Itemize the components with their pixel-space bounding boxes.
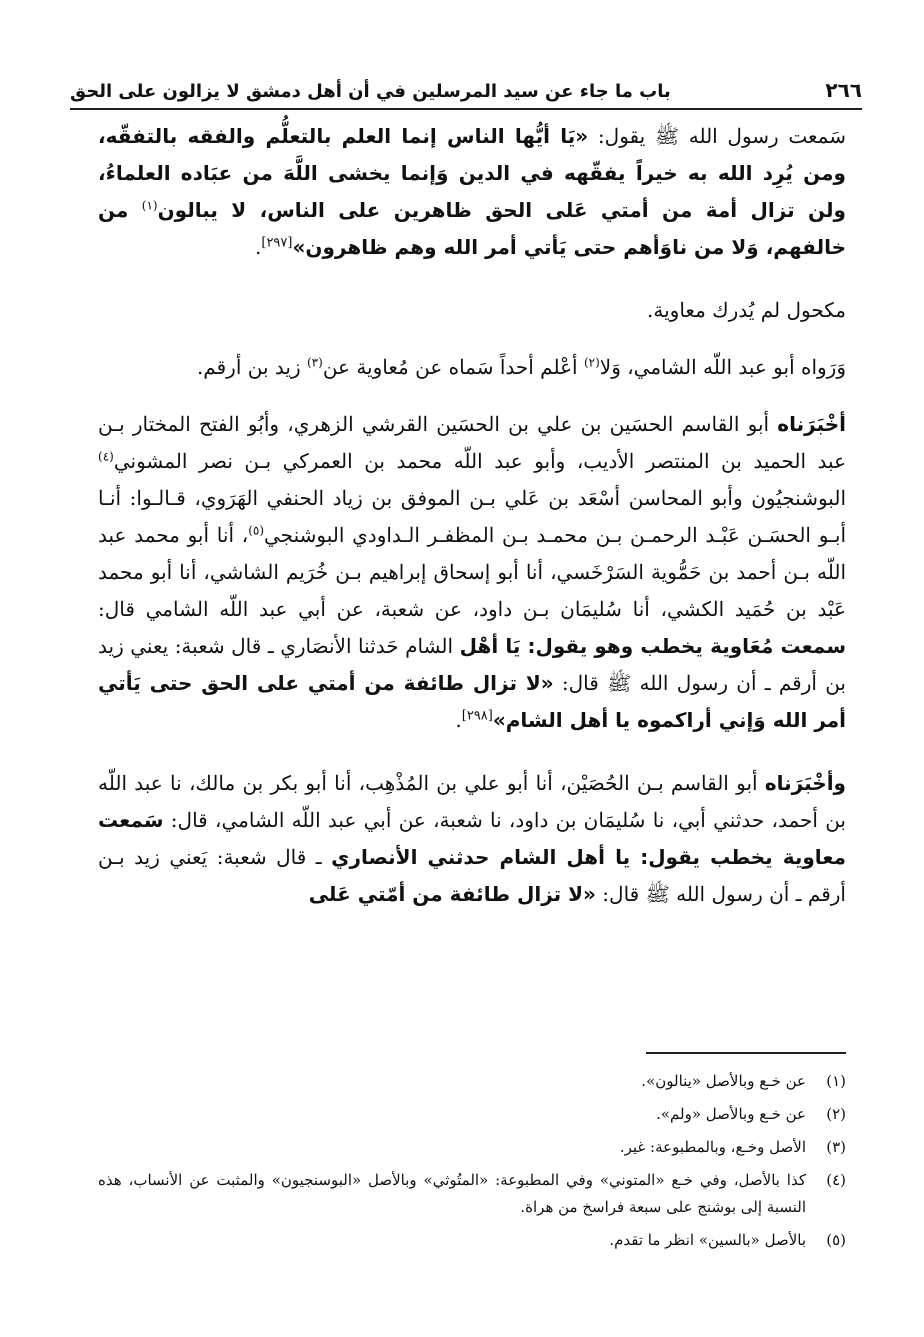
footnote [98,1167,846,1221]
text-span: . [455,708,462,732]
hadith-quote: «يَا أيُّها الناس إنما العلم بالتعلُّم والفقه بالتفقّه، ومن يُرِد الله به خيراً يفقّهه في الدين وَإنما يخشى اللَّهَ من عبَاده العلماءُ، ولن تزال أمة من أمتي عَلى الحق ظاهرين على الناس، لا يبالون [98,124,846,222]
page-number: ٢٦٦ [825,78,862,102]
footnote [98,1101,846,1128]
footnote-text: عن خـع وبالأصل «ينالون». [641,1072,806,1090]
paragraph-4 [98,406,846,739]
footnote [98,1227,846,1254]
bold-text: سَمعت معاوية يخطب يقول: يا أهل الشام حدثني الأنصاري [98,808,846,869]
isnad-lead-word: وأخْبَرَناه [764,771,846,795]
text-span: سَمعت رسول الله ﷺ يقول: [588,124,846,148]
main-text [98,118,846,939]
text-span: أعْلم أحداً سَماه عن مُعاوية عن [322,355,584,379]
footnote-separator [646,1052,846,1054]
hadith-reference-number: [٢٩٨] [461,708,493,724]
paragraph-1 [98,118,846,266]
hadith-quote: «لا تزال طائفة من أمّتي عَلى [308,882,596,906]
text-span: وَرَواه أبو عبد اللّه الشامي، وَلا [599,355,846,379]
footnote [98,1068,846,1095]
footnote-marker: (٤) [98,449,114,464]
footnote-number: (٢) [826,1105,846,1123]
text-span: أبو القاسم الحسَين بن علي بن الحسَين القرشي الزهري، وأبُو الفتح المختار بـن عبد الحميد بن المنتصر الأديب، وأبو عبد اللّه محمد بن العمركي بـن نصر المشوني [98,412,846,473]
footnote-marker: (٣) [306,355,323,370]
hadith-quote: «لا تزال طائفة من أمتي على الحق حتى يَأتي أمر الله وَإني أراكموه يا أهل الشام» [98,671,846,732]
footnote [98,1134,846,1161]
footnote-text: كذا بالأصل، وفي خـع «المتوني» وفي المطبوعة: «المتُوثي» وبالأصل «البوسنجيون» والمثبت عن الأنساب، هذه النسبة إلى بوشنج على سبعة فراسخ من هراة. [98,1171,806,1216]
footnote-number: (٤) [826,1171,846,1189]
footnote-number: (١) [826,1072,846,1090]
hadith-reference-number: [٢٩٧] [261,235,293,251]
bold-text: سمعت مُعَاوية يخطب وهو يقول: يَا أهْل [459,634,846,658]
footnote-marker: (٢) [583,355,600,370]
footnote-text: بالأصل «بالسين» انظر ما تقدم. [609,1231,806,1249]
footnote-marker: (٥) [248,523,265,538]
running-title: باب ما جاء عن سيد المرسلين في أن أهل دمشق لا يزالون على الحق [70,81,671,102]
footnote-marker: (١) [141,198,158,213]
paragraph-5 [98,765,846,913]
text-span: ـ قال شعبة: يَعني زيد بـن أرقم ـ أن رسول الله ﷺ قال: [98,845,846,906]
text-span: الشام حَدثنا الأنصَاري ـ قال شعبة: يعني زيد بن أرقم ـ أن رسول الله ﷺ قال: [98,634,846,695]
text-span: البوشنجيُون وأبو المحاسن أسْعَد بن عَلي بـن الموفق بن زياد الحنفي الهَرَوي، قـالـوا: أنـا أبـو الحسَـن عَبْـد الرحمـن بـن محمـد بـن المظفـر الـداودي البوشنجي [98,486,847,547]
footnote-number: (٣) [826,1138,846,1156]
text-span: . [255,235,262,259]
footnotes [98,1068,846,1260]
text-span: ، أنا أبو محمد عبد اللّه بـن أحمد بن حَمُّوية السَرْخَسي، أنا أبو إسحاق إبراهيم بـن خُرَيم الشاشي، أنا أبو محمد عَبْد بن حُمَيد الكشي، أنا سُليمَان بـن داود، عن شعبة، عن أبي عبد اللّه الشامي قال: [98,523,846,621]
footnote-text: عن خـع وبالأصل «ولم». [656,1105,806,1123]
text-span: زيد بن أرقم. [196,355,307,379]
hadith-quote-cont: من خالفهم، وَلا من ناوَأهم حتى يَأتي أمر الله وهم ظاهرون» [98,198,846,259]
page-header [70,58,862,110]
footnote-number: (٥) [826,1231,846,1249]
paragraph-2: مكحول لم يُدرك معاوية. [647,298,846,322]
paragraph-3 [98,349,846,386]
isnad-lead-word: أخْبَرَناه [777,412,846,436]
footnote-text: الأصل وخـع، وبالمطبوعة: غير. [619,1138,806,1156]
text-span: أبو القاسم بـن الحُصَيْن، أنا أبو علي بن المُذْهِب، أنا أبو بكر بن مالك، نا عبد اللّه بن أحمد، حدثني أبي، نا سُليمَان بن داود، نا شعبة، عن أبي عبد اللّه الشامي، قال: [98,771,846,832]
